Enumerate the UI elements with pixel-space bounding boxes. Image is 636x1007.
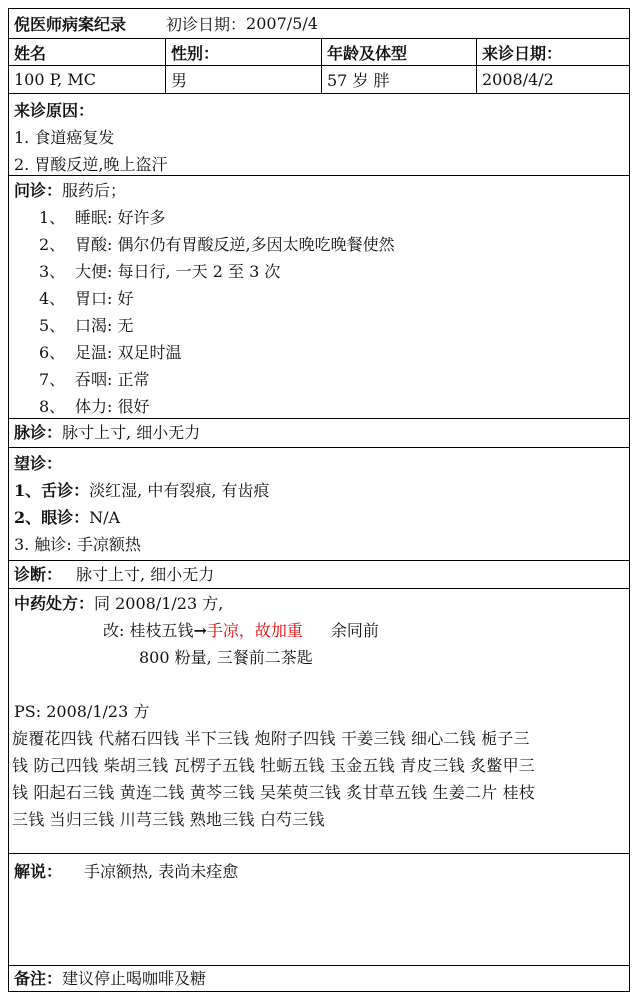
pulse-text: 脉寸上寸, 细小无力 bbox=[62, 423, 201, 442]
prescription-change-reason: 手凉，故加重 bbox=[206, 621, 303, 640]
record-title: 倪医师病案纪录 bbox=[14, 15, 127, 34]
prescription-change-rest: 余同前 bbox=[330, 621, 379, 640]
herbs-line: 旋覆花四钱 代赭石四钱 半下三钱 炮附子四钱 干姜三钱 细心二钱 栀子三 bbox=[12, 729, 530, 748]
header-row bbox=[9, 38, 629, 65]
inquiry-item: 5、 口渴: 无 bbox=[39, 316, 134, 335]
prescription-section bbox=[9, 588, 629, 853]
header-gender: 性别： bbox=[165, 39, 321, 65]
arrow-icon: → bbox=[193, 621, 207, 640]
title-row bbox=[9, 9, 629, 38]
inquiry-label: 问诊： bbox=[14, 181, 63, 200]
reason-item-1: 1. 食道癌复发 bbox=[14, 128, 115, 147]
medical-record-form bbox=[8, 8, 630, 992]
observe-label: 望诊： bbox=[14, 454, 63, 473]
note-label: 备注： bbox=[14, 969, 63, 988]
note-text: 建议停止喝咖啡及糖 bbox=[62, 969, 207, 988]
herbs-line: 钱 阳起石三钱 黄连二钱 黄芩三钱 吴茱萸三钱 炙甘草五钱 生姜二片 桂枝 bbox=[12, 783, 536, 802]
header-age-body: 年龄及体型 bbox=[321, 39, 476, 65]
reason-label: 来诊原因： bbox=[14, 101, 95, 120]
first-visit-date: 2007/5/4 bbox=[246, 14, 318, 33]
eye-text: N/A bbox=[89, 508, 121, 527]
herbs-line: 三钱 当归三钱 川芎三钱 熟地三钱 白芍三钱 bbox=[12, 810, 325, 829]
first-visit-label: 初诊日期： bbox=[166, 15, 247, 34]
patient-age-body: 57 岁 胖 bbox=[321, 66, 476, 93]
header-name: 姓名 bbox=[14, 43, 47, 63]
diagnosis-section bbox=[9, 560, 629, 588]
inquiry-intro: 服药后； bbox=[62, 181, 127, 200]
pulse-label: 脉诊： bbox=[14, 423, 63, 442]
prescription-ps: PS: 2008/1/23 方 bbox=[14, 702, 150, 721]
patient-row bbox=[9, 65, 629, 93]
diagnosis-label: 诊断： bbox=[14, 565, 63, 584]
explain-section bbox=[9, 853, 629, 965]
inquiry-item: 8、 体力: 很好 bbox=[39, 397, 150, 416]
inquiry-item: 4、 胃口: 好 bbox=[39, 289, 134, 308]
prescription-change: 改: 桂枝五钱 bbox=[103, 621, 194, 640]
inquiry-section bbox=[9, 175, 629, 418]
reason-item-2: 2. 胃酸反逆,晚上盗汗 bbox=[14, 155, 168, 174]
patient-name: 100 P, MC bbox=[14, 70, 96, 89]
tongue-text: 淡红湿, 中有裂痕, 有齿痕 bbox=[89, 481, 270, 500]
inquiry-item: 6、 足温: 双足时温 bbox=[39, 343, 182, 362]
patient-gender: 男 bbox=[165, 66, 321, 93]
prescription-same: 同 2008/1/23 方, bbox=[94, 594, 224, 613]
inquiry-item: 3、 大便: 每日行, 一天 2 至 3 次 bbox=[39, 262, 281, 281]
inquiry-item: 2、 胃酸: 偶尔仍有胃酸反逆,多因太晚吃晚餐使然 bbox=[39, 235, 395, 254]
pulse-section bbox=[9, 418, 629, 447]
observe-section bbox=[9, 447, 629, 560]
touch-label: 3. 触诊: bbox=[14, 535, 77, 554]
note-section bbox=[9, 965, 629, 992]
tongue-label: 1、舌诊： bbox=[14, 481, 90, 500]
inquiry-item: 7、 吞咽: 正常 bbox=[39, 370, 150, 389]
explain-label: 解说： bbox=[14, 862, 63, 881]
herbs-line: 钱 防己四钱 柴胡三钱 瓦楞子五钱 牡蛎五钱 玉金五钱 青皮三钱 炙鳖甲三 bbox=[12, 756, 536, 775]
touch-text: 手凉额热 bbox=[76, 535, 141, 554]
prescription-dosage: 800 粉量, 三餐前二茶匙 bbox=[139, 648, 313, 667]
explain-text: 手凉额热, 表尚未痊愈 bbox=[84, 862, 239, 881]
inquiry-item: 1、 睡眠: 好许多 bbox=[39, 208, 166, 227]
header-visit-date: 来诊日期： bbox=[476, 39, 629, 65]
patient-visit-date: 2008/4/2 bbox=[476, 66, 629, 93]
diagnosis-text: 脉寸上寸, 细小无力 bbox=[76, 565, 215, 584]
reason-section bbox=[9, 93, 629, 175]
prescription-label: 中药处方： bbox=[14, 594, 95, 613]
eye-label: 2、眼诊： bbox=[14, 508, 90, 527]
